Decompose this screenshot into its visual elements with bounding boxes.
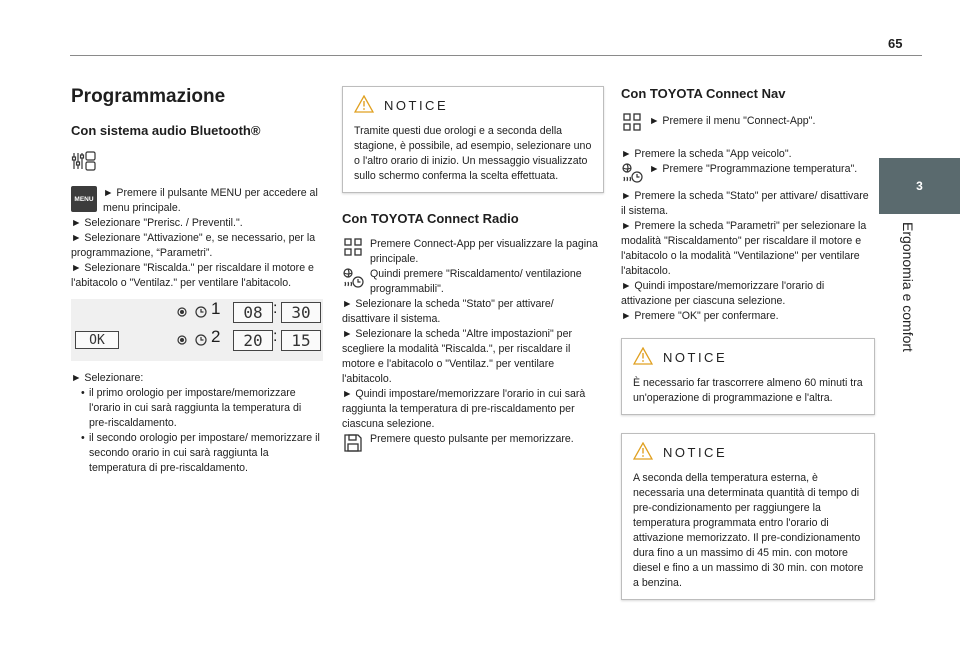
list-item: • il secondo orologio per impostare/ memorizzare il secondo orario in cui sarà raggiunta la temperatura di pre-riscaldamento. (81, 431, 323, 476)
notice-text: Tramite questi due orologi e a seconda della stagione, è possibile, ad esempio, selezionare uno o l'altro orario di inizio. Un messaggio visualizzato sullo schermo conferma la scelta effettuata. (354, 125, 592, 182)
nav-step-ok: ► Premere "OK" per confermare. (621, 310, 779, 322)
menu-button-icon: MENU (71, 186, 97, 212)
apps-grid-icon (621, 112, 643, 137)
timer2-index: 2 (211, 327, 221, 346)
radio-icon[interactable] (177, 307, 187, 317)
nav-step-connect-app: ► Premere il menu "Connect-App". (649, 115, 816, 127)
timer2-min[interactable]: 15 (281, 330, 321, 351)
save-icon (342, 432, 364, 459)
step-attivazione: ► Selezionare "Attivazione" e, se necessario, per la programmazione, “Parametri”. (71, 232, 316, 259)
timer-panel (71, 299, 323, 361)
radio-step-altre: ► Selezionare la scheda "Altre impostazioni" per scegliere la modalità "Riscalda.", per riscaldare il motore e l'abitacolo o "Ventilaz." per ventilare l'abitacolo. (342, 328, 572, 385)
radio-step-connect-app: Premere Connect-App per visualizzare la pagina principale. (370, 238, 598, 265)
timer2-hour[interactable]: 20 (233, 330, 273, 351)
page-title: Programmazione (71, 86, 226, 107)
page-number: 65 (888, 36, 903, 51)
radio-step-programmable: Quindi premere "Riscaldamento/ ventilazione programmabili". (370, 268, 582, 295)
notice-title: NOTICE (384, 98, 449, 113)
select-label: ► Selezionare: (71, 372, 144, 384)
step-prerisc: ► Selezionare "Prerisc. / Preventil.". (71, 217, 243, 229)
clock-icon (195, 334, 207, 351)
column-right (621, 86, 875, 618)
timer1-hour[interactable]: 08 (233, 302, 273, 323)
nav-step-app-veicolo: ► Premere la scheda "App veicolo". (621, 148, 792, 160)
section-title-bluetooth: Con sistema audio Bluetooth® (71, 123, 261, 138)
apps-grid-icon (342, 237, 364, 262)
notice-box (621, 433, 875, 600)
column-left (71, 86, 323, 476)
warning-icon (354, 95, 374, 116)
radio-step-orario: ► Quindi impostare/memorizzare l'orario in cui sarà raggiunta la temperatura di pre-riscaldamento per ciascuna selezione. (342, 388, 586, 430)
list-item: • il primo orologio per impostare/memorizzare l'orario in cui sarà raggiunta la temperatura di pre-riscaldamento. (81, 386, 323, 431)
radio-step-save: Premere questo pulsante per memorizzare. (370, 433, 574, 445)
step-menu: ► Premere il pulsante MENU per accedere al menu principale. (103, 187, 318, 214)
notice-text: È necessario far trascorrere almeno 60 minuti tra un'operazione di programmazione e l'altra. (633, 377, 863, 404)
nav-step-stato: ► Premere la scheda "Stato" per attivare/ disattivare il sistema. (621, 190, 869, 217)
radio-icon[interactable] (177, 335, 187, 345)
notice-title: NOTICE (663, 445, 728, 460)
timer1-index: 1 (211, 299, 221, 318)
timer1-colon: : (273, 300, 278, 317)
settings-grid-icon (71, 149, 323, 178)
chapter-tab[interactable]: 3 (879, 158, 960, 214)
timer1-min[interactable]: 30 (281, 302, 321, 323)
ok-button[interactable]: OK (75, 331, 119, 349)
nav-step-programmazione: ► Premere "Programmazione temperatura". (649, 163, 858, 175)
warning-icon (633, 347, 653, 368)
notice-text: A seconda della temperatura esterna, è necessaria una determinata quantità di tempo di pre-condizionamento per raggiungere la temperatura programmata entro l'orario di attivazione memorizzato. Il pre-condizionamento dura fino a un massimo di 45 min. con motore diesel e fino a un massimo di 30 min. con motore a benzina. (633, 472, 864, 589)
header-rule (70, 55, 922, 56)
nav-step-orario: ► Quindi impostare/memorizzare l'orario di attivazione per ciascuna selezione. (621, 280, 825, 307)
radio-step-stato: ► Selezionare la scheda "Stato" per attivare/ disattivare il sistema. (342, 298, 554, 325)
heating-ventilation-icon (621, 162, 643, 189)
warning-icon (633, 442, 653, 463)
section-title-nav: Con TOYOTA Connect Nav (621, 86, 786, 101)
section-title-radio: Con TOYOTA Connect Radio (342, 211, 519, 226)
column-middle (342, 86, 604, 459)
clock-icon (195, 306, 207, 323)
notice-title: NOTICE (663, 350, 728, 365)
step-riscalda: ► Selezionare "Riscalda." per riscaldare il motore e l'abitacolo o "Ventilaz." per ventilare l'abitacolo. (71, 262, 314, 289)
notice-box (621, 338, 875, 415)
timer-bullet-list (71, 386, 323, 476)
heating-ventilation-icon (342, 267, 364, 294)
notice-box (342, 86, 604, 193)
nav-step-parametri: ► Premere la scheda "Parametri" per selezionare la modalità "Riscaldamento" per riscaldare il motore e l'abitacolo o la modalità "Ventilazione" per ventilare l'abitacolo. (621, 220, 867, 277)
timer2-colon: : (273, 328, 278, 345)
chapter-title: Ergonomia e comfort (900, 222, 916, 352)
